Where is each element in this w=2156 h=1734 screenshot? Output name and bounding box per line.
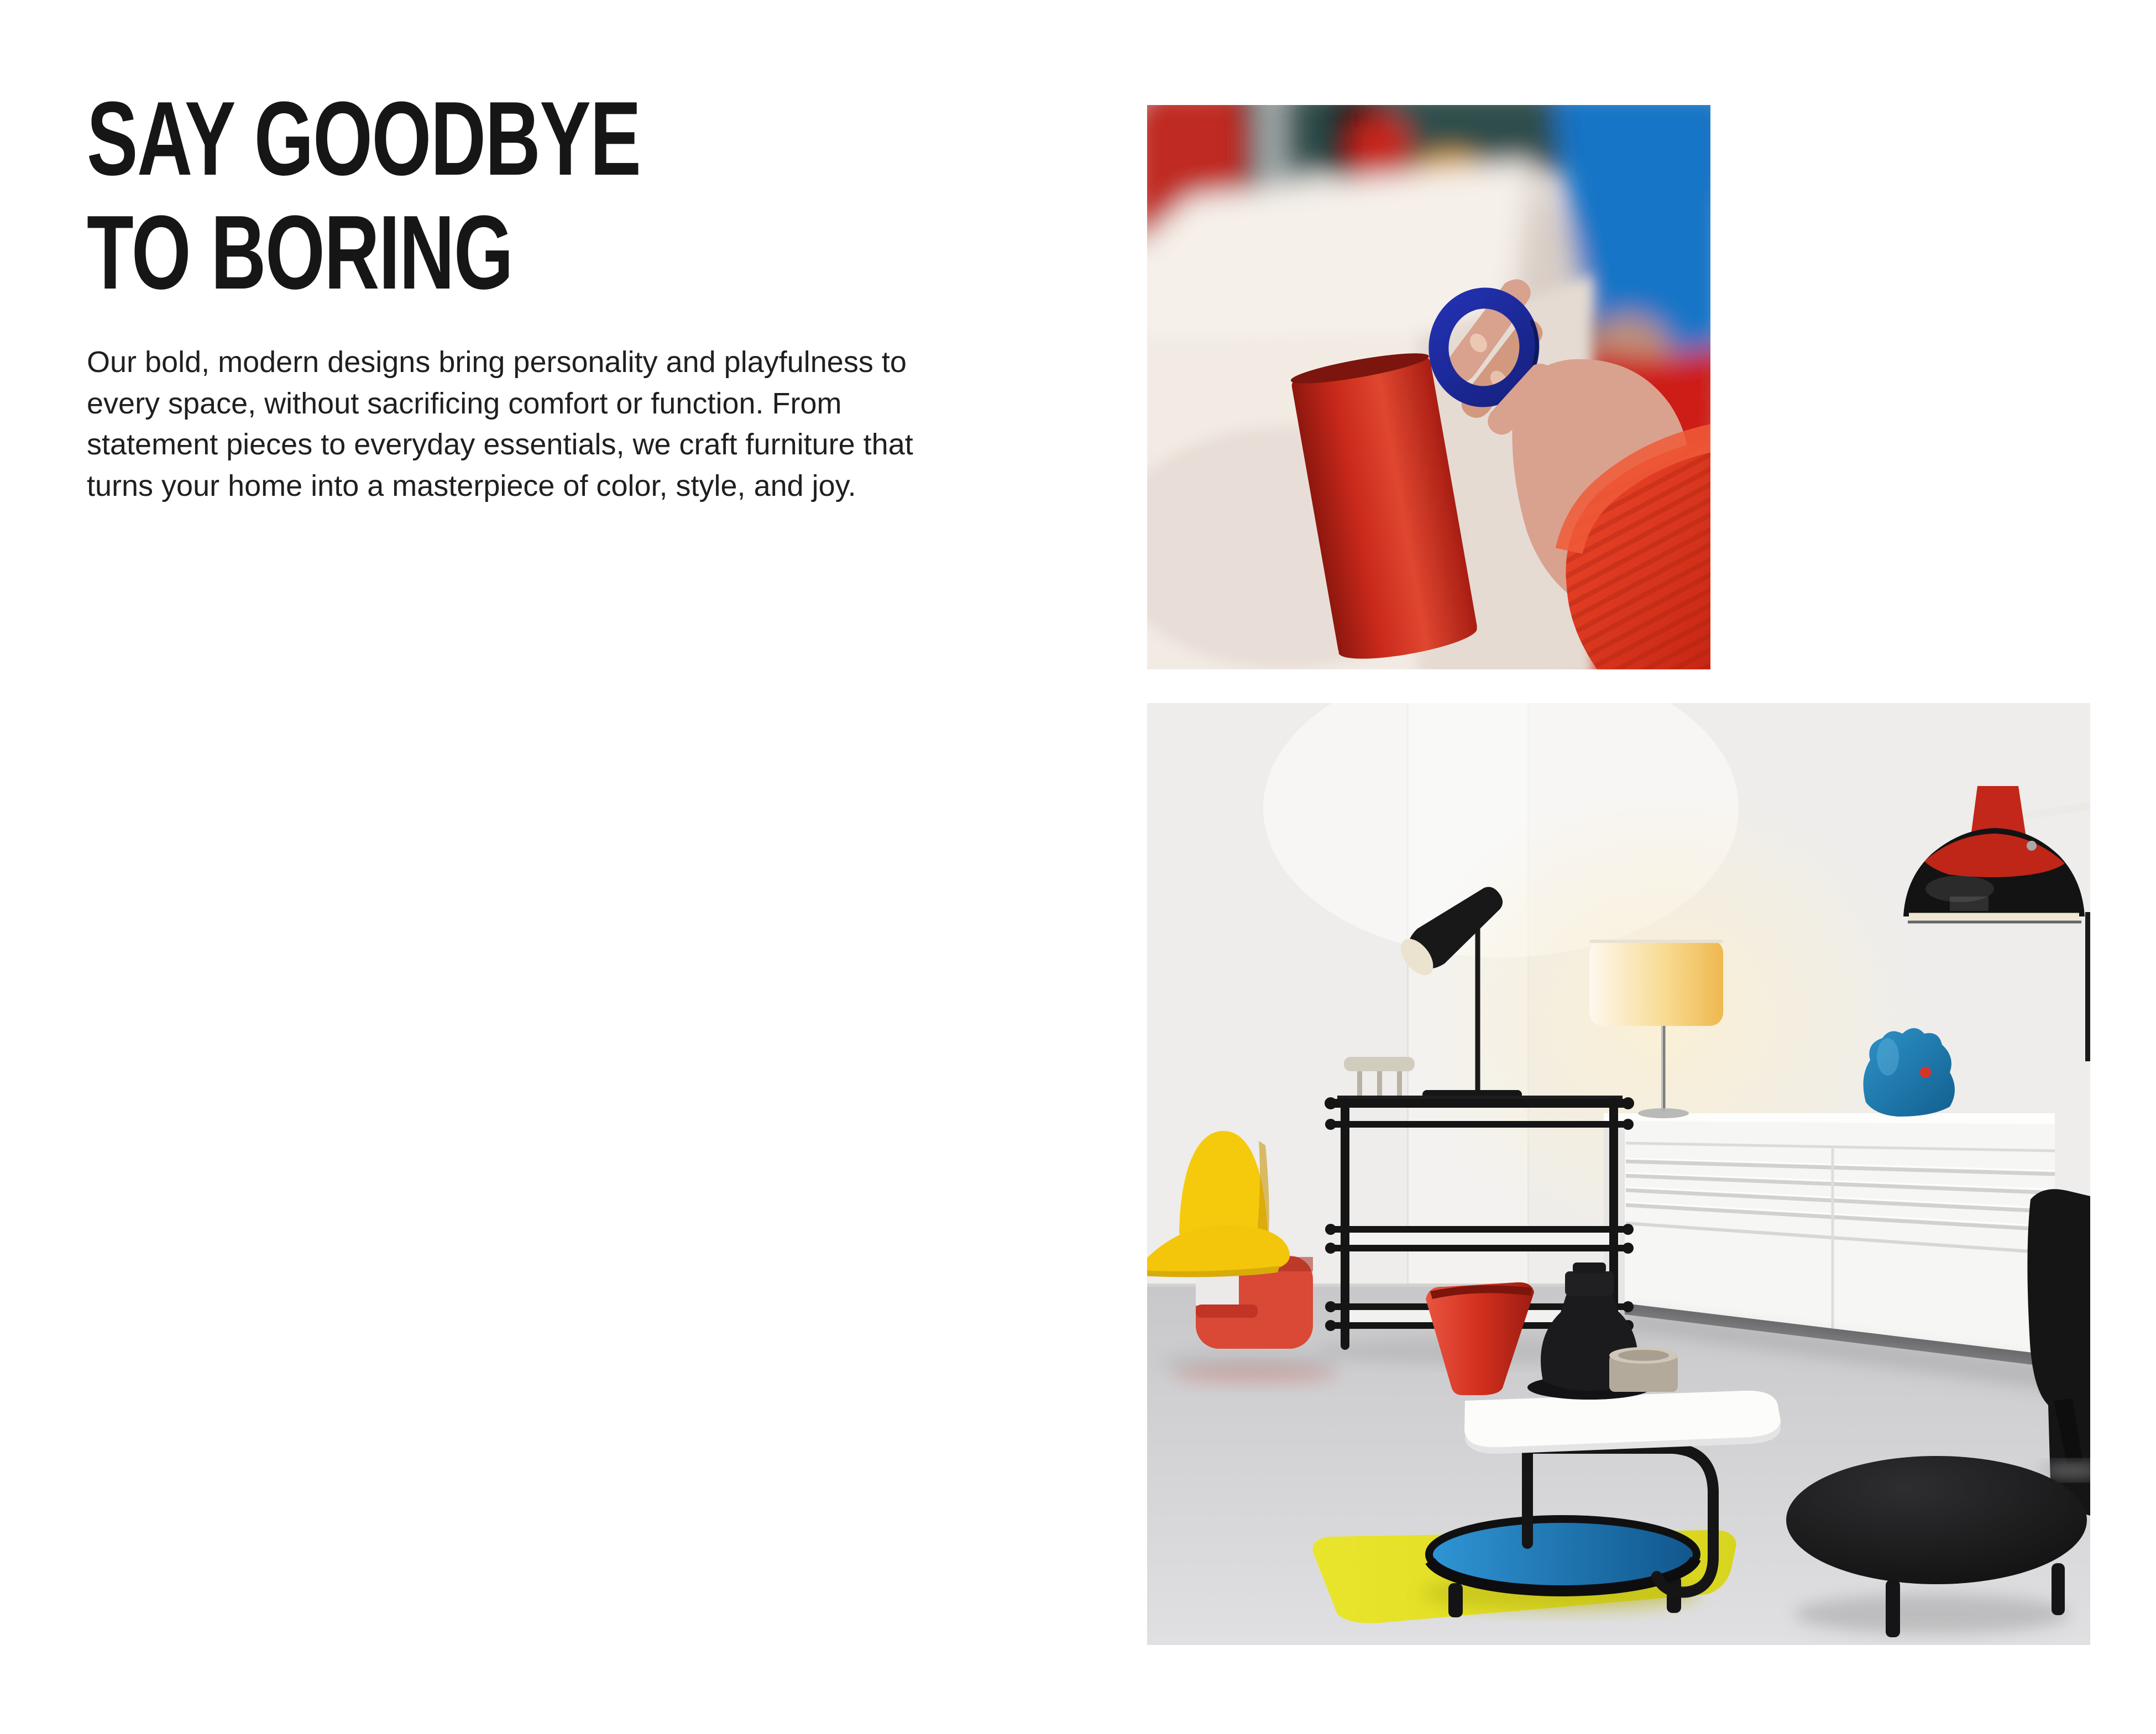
table-lamp-base <box>1638 1108 1689 1118</box>
paragraph-line: every space, without sacrificing comfort or function. From <box>87 386 842 420</box>
paragraph-line: turns your home into a masterpiece of color, style, and joy. <box>87 469 856 502</box>
blue-round-table <box>1421 1519 1700 1617</box>
photo-furniture-showroom-illustration <box>1147 703 2090 1645</box>
black-table-leg <box>2052 1563 2065 1615</box>
black-low-table <box>1786 1456 2087 1637</box>
blue-vase <box>1864 1028 1955 1117</box>
vase-red-dot <box>1920 1067 1931 1078</box>
table-lamp-shade <box>1589 940 1723 1026</box>
page-title <box>87 82 640 310</box>
photo-hand-red-mug <box>1147 105 1710 669</box>
hero-description <box>87 342 913 506</box>
photo-furniture-showroom <box>1147 703 2090 1645</box>
headline-line-2: TO BORING <box>87 194 513 311</box>
photo-hand-red-mug-illustration <box>1147 105 1710 669</box>
black-table-top <box>1786 1456 2087 1584</box>
headline-line-1: SAY GOODBYE <box>87 80 641 197</box>
mini-table-object <box>1344 1057 1415 1071</box>
paragraph-line: statement pieces to everyday essentials, we craft furniture that <box>87 428 913 461</box>
paragraph-line: Our bold, modern designs bring personality and playfulness to <box>87 345 907 379</box>
black-table-leg <box>1886 1580 1900 1637</box>
